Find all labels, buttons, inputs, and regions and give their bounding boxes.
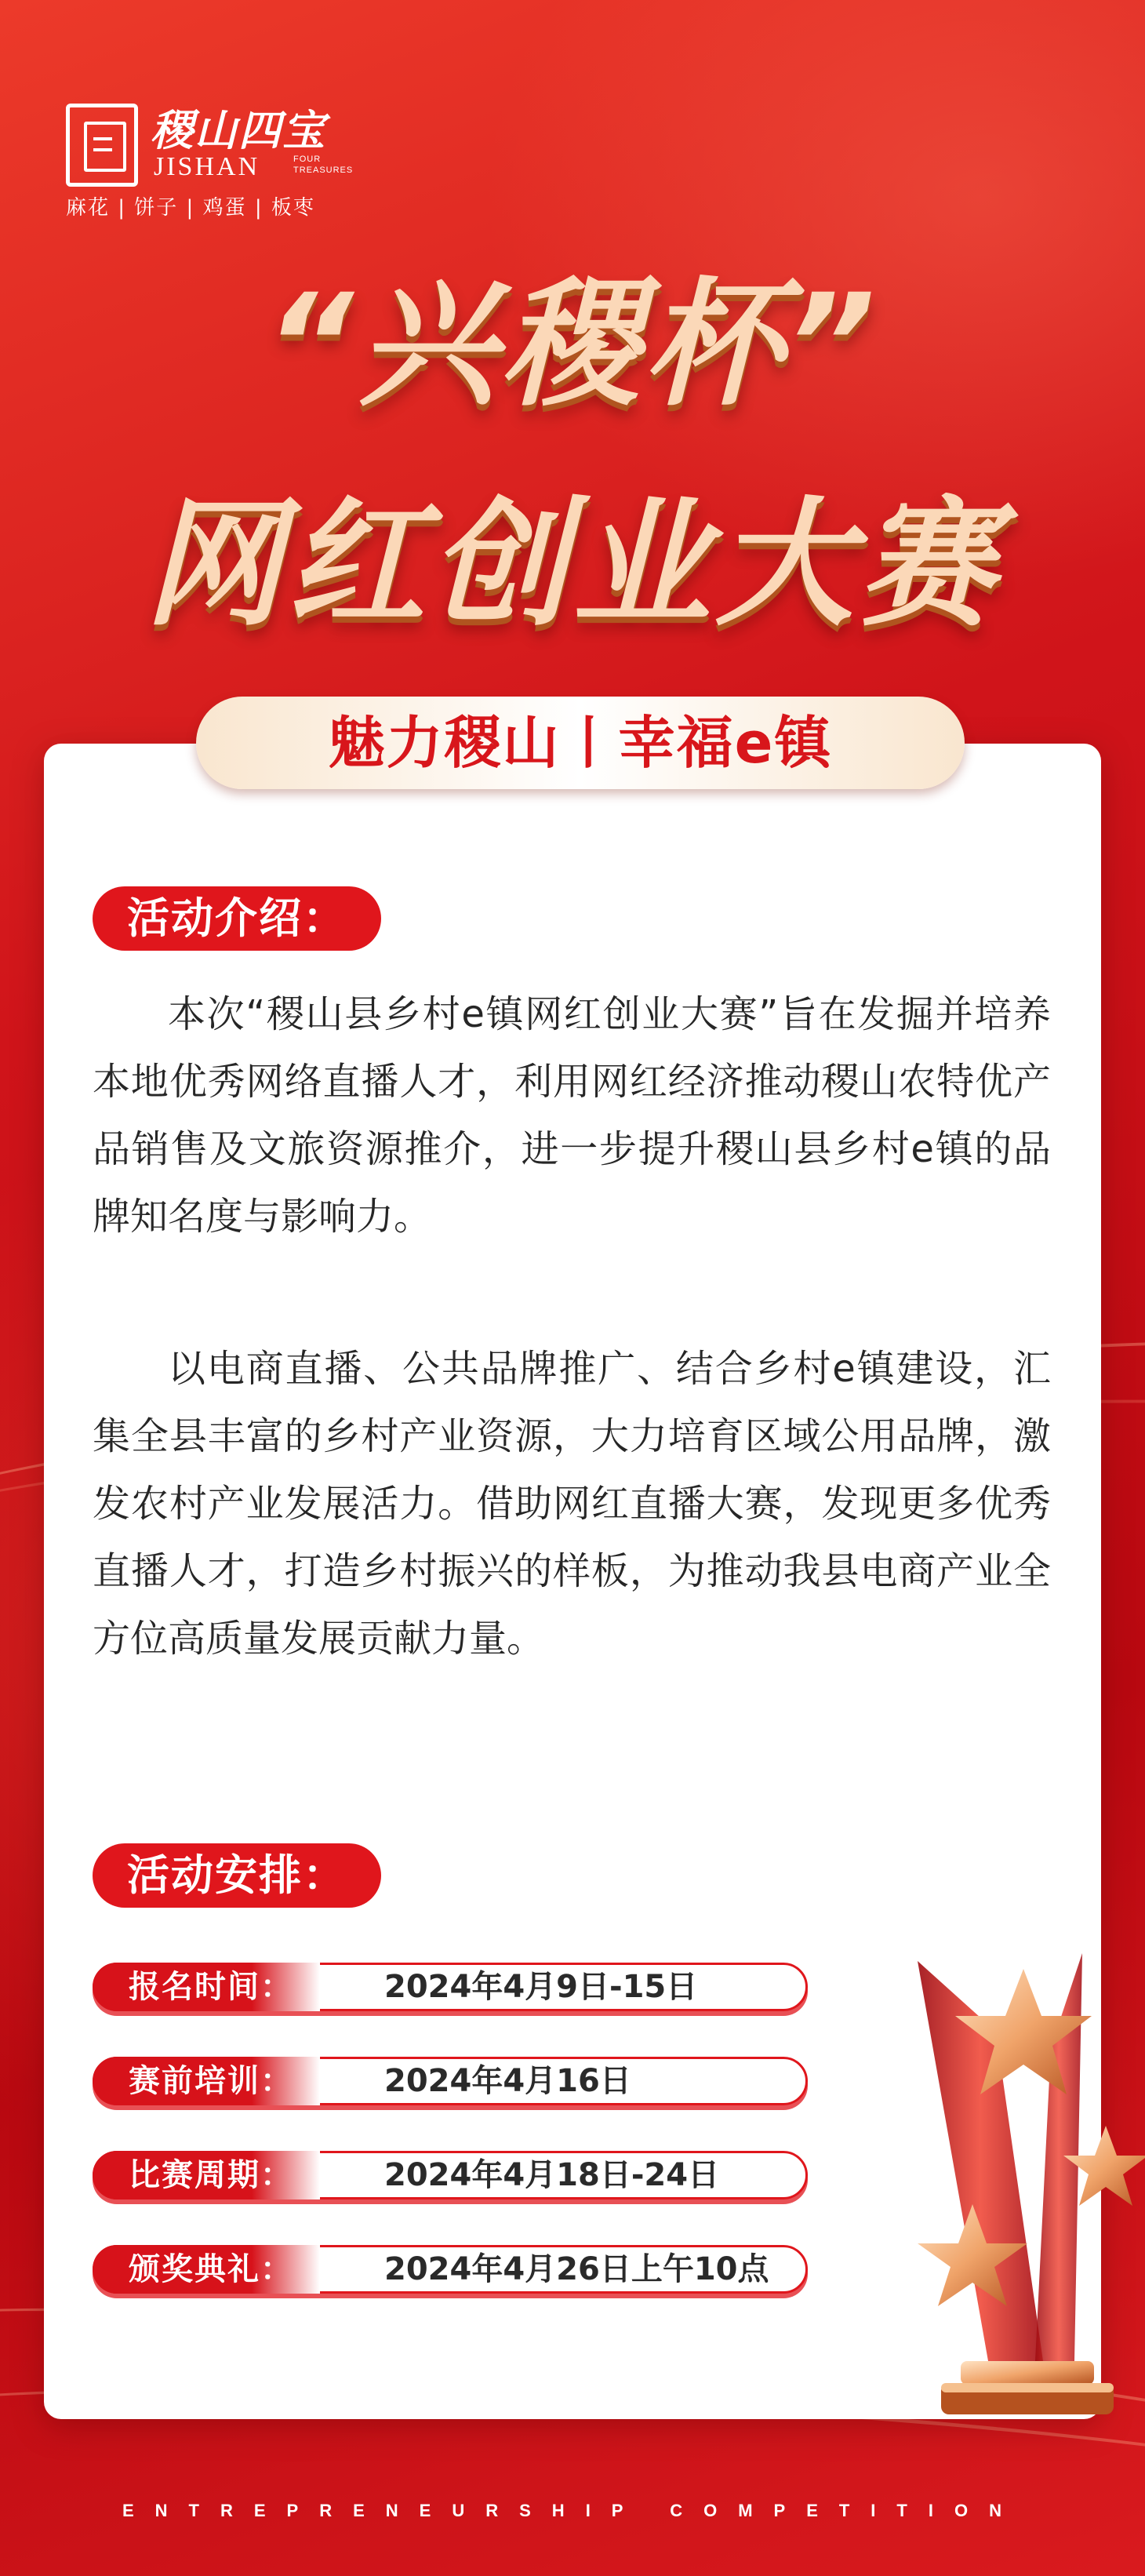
main-title-line1: “兴稷杯” xyxy=(264,264,881,425)
schedule-row-value: 2024年4月16日 xyxy=(384,2063,631,2099)
main-title-line2: 网红创业大赛 xyxy=(144,484,1001,645)
brand-logo xyxy=(66,97,364,223)
schedule-heading: 活动安排： xyxy=(93,1843,381,1908)
schedule-row-value: 2024年4月9日-15日 xyxy=(384,1969,698,2005)
star-trophy-icon xyxy=(886,1937,1145,2424)
schedule-row-value: 2024年4月18日-24日 xyxy=(384,2157,720,2193)
schedule-row xyxy=(93,1963,808,2018)
schedule-row-label: 报名时间： xyxy=(93,1963,320,2011)
logo-name-cn: 稷山四宝 xyxy=(151,105,326,155)
schedule-row xyxy=(93,2057,808,2112)
schedule-row-label: 赛前培训： xyxy=(93,2057,320,2105)
schedule-row xyxy=(93,2151,808,2206)
schedule-row-label: 颁奖典礼： xyxy=(93,2245,320,2294)
logo-name-en-small: FOUR TREASURES xyxy=(293,155,354,175)
schedule-row-label: 比赛周期： xyxy=(93,2151,320,2199)
intro-heading: 活动介绍： xyxy=(93,886,381,951)
schedule-row xyxy=(93,2245,808,2300)
tagline-banner: 魅力稷山丨幸福e镇 xyxy=(196,697,965,789)
intro-paragraph-1: 本次“稷山县乡村e镇网红创业大赛”旨在发掘并培养本地优秀网络直播人才，利用网红经济推动稷山农特优产品销售及文旅资源推介，进一步提升稷山县乡村e镇的品牌知名度与影响力。 xyxy=(93,992,1051,1239)
logo-seal-icon xyxy=(66,104,138,187)
intro-paragraph-2: 以电商直播、公共品牌推广、结合乡村e镇建设，汇集全县丰富的乡村产业资源，大力培育区域公用品牌，激发农村产业发展活力。借助网红直播大赛，发现更多优秀直播人才，打造乡村振兴的样板，为推动我县电商产业全方位高质量发展贡献力量。 xyxy=(93,1347,1051,1661)
logo-name-en: JISHAN xyxy=(154,152,260,181)
schedule-row-value: 2024年4月26日上午10点 xyxy=(384,2251,769,2287)
logo-product-tags: 麻花 | 饼子 | 鸡蛋 | 板枣 xyxy=(66,196,315,220)
footer-competition-text: ENTREPRENEURSHIP COMPETITION xyxy=(122,2501,1023,2520)
